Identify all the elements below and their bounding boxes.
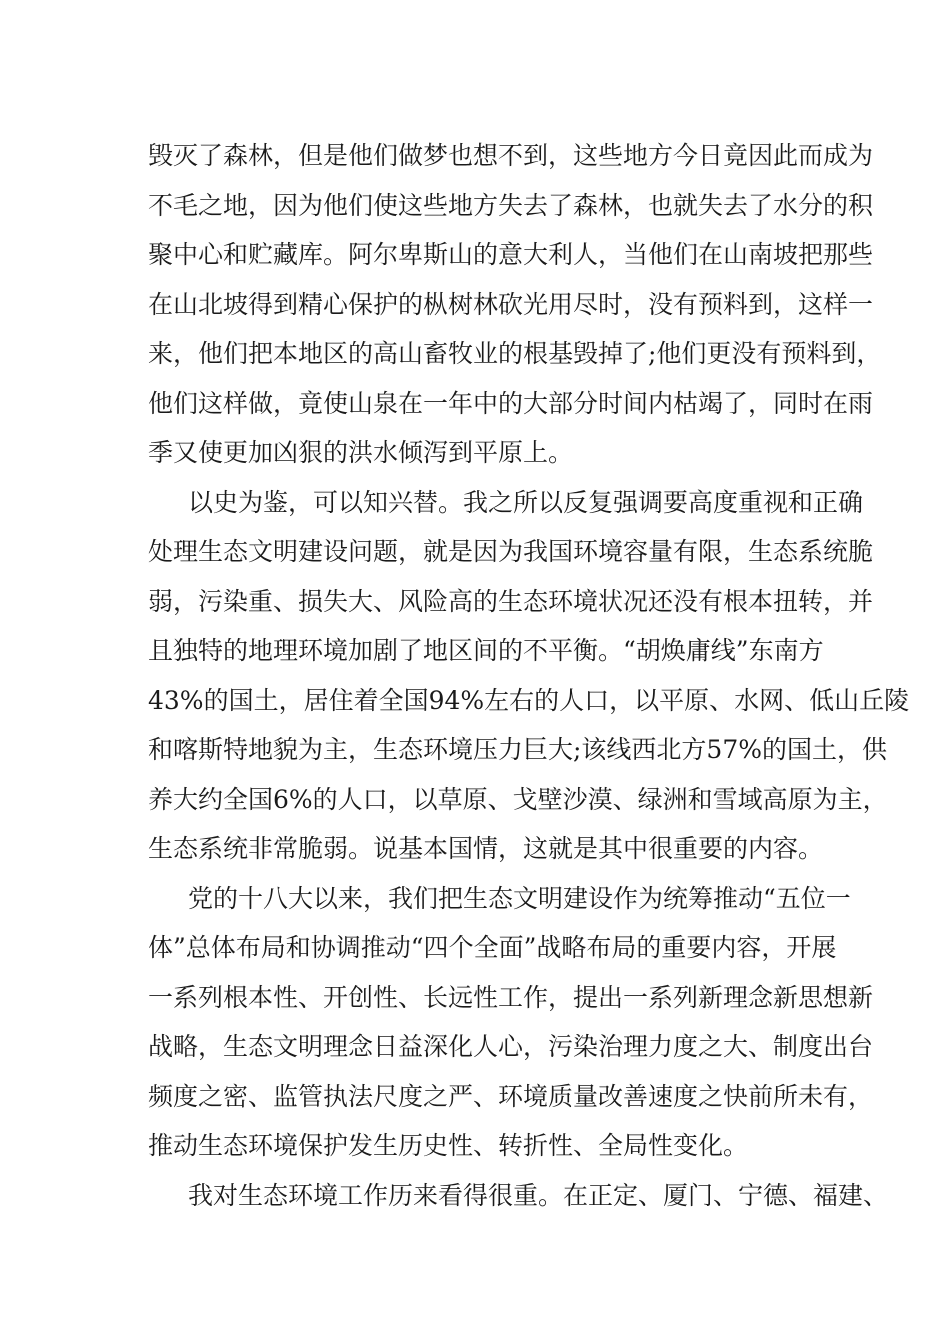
text-line: 且独特的地理环境加剧了地区间的不平衡。“胡焕庸线”东南方 <box>148 636 824 665</box>
text-line: 毁灭了森林，但是他们做梦也想不到，这些地方今日竟因此而成为 <box>148 141 874 170</box>
text-line: 频度之密、监管执法尺度之严、环境质量改善速度之快前所未有， <box>148 1081 874 1111</box>
text-line: 和喀斯特地貌为主，生态环境压力巨大;该线西北方57%的国土，供 <box>148 735 887 764</box>
text-line: 他们这样做，竟使山泉在一年中的大部分时间内枯竭了，同时在雨 <box>148 388 874 418</box>
text-line: 季又使更加凶狠的洪水倾泻到平原上。 <box>148 438 574 467</box>
paragraph-first-line: 党的十八大以来，我们把生态文明建设作为统筹推动“五位一 <box>188 883 851 913</box>
paragraph-first-line: 我对生态环境工作历来看得很重。在正定、厦门、宁德、福建、 <box>188 1180 889 1210</box>
text-line: 来，他们把本地区的高山畜牧业的根基毁掉了;他们更没有预料到， <box>148 339 882 368</box>
text-line: 推动生态环境保护发生历史性、转折性、全局性变化。 <box>148 1131 749 1160</box>
text-line: 一系列根本性、开创性、长远性工作，提出一系列新理念新思想新 <box>148 982 874 1012</box>
text-line: 生态系统非常脆弱。说基本国情，这就是其中很重要的内容。 <box>148 834 824 863</box>
text-line: 体”总体布局和协调推动“四个全面”战略布局的重要内容，开展 <box>148 933 837 962</box>
text-line: 不毛之地，因为他们使这些地方失去了森林，也就失去了水分的积 <box>148 190 874 220</box>
text-line: 弱，污染重、损失大、风险高的生态环境状况还没有根本扭转，并 <box>148 586 874 616</box>
text-line: 43%的国土，居住着全国94%左右的人口，以平原、水网、低山丘陵 <box>148 685 910 715</box>
text-line: 处理生态文明建设问题，就是因为我国环境容量有限，生态系统脆 <box>148 537 874 566</box>
text-line: 在山北坡得到精心保护的枞树林砍光用尽时，没有预料到，这样一 <box>148 289 874 319</box>
body-text <box>148 131 910 1220</box>
text-line: 养大约全国6%的人口，以草原、戈壁沙漠、绿洲和雪域高原为主， <box>148 784 888 814</box>
paragraph-first-line: 以史为鉴，可以知兴替。我之所以反复强调要高度重视和正确 <box>188 487 864 517</box>
text-line: 聚中心和贮藏库。阿尔卑斯山的意大利人，当他们在山南坡把那些 <box>148 240 874 269</box>
text-line: 战略，生态文明理念日益深化人心，污染治理力度之大、制度出台 <box>148 1032 874 1061</box>
